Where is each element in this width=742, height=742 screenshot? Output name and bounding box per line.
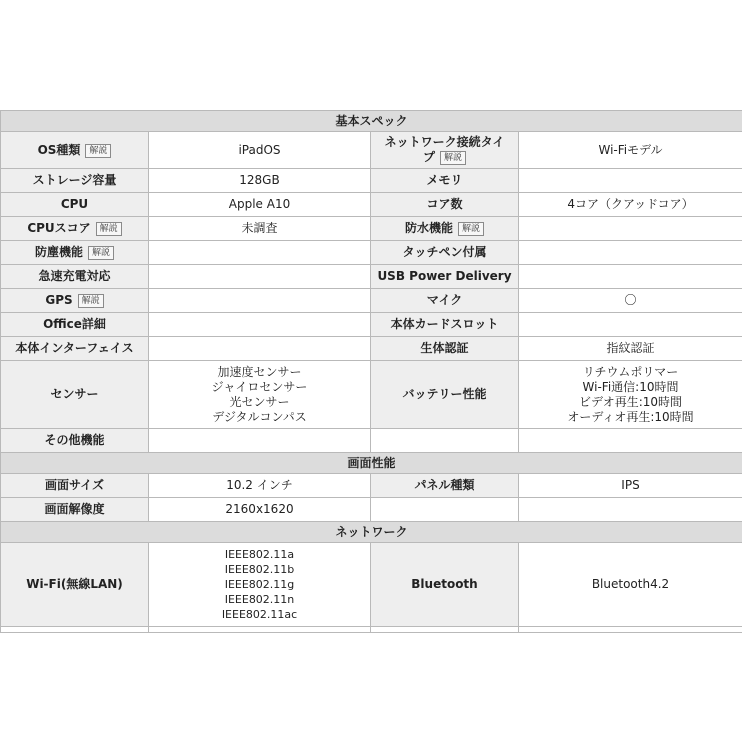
wifi-standard: IEEE802.11g xyxy=(224,578,295,591)
bluetooth-label: Bluetooth xyxy=(371,543,519,627)
resolution-label: 画面解像度 xyxy=(1,498,149,522)
other-empty-1 xyxy=(371,429,519,453)
spec-row xyxy=(1,241,742,265)
section-title-network: ネットワーク xyxy=(1,522,742,543)
office-label: Office詳細 xyxy=(1,313,149,337)
battery-item: リチウムポリマー xyxy=(582,364,679,379)
section-header-row xyxy=(1,522,742,543)
dustproof-label: 防塵機能 解説 xyxy=(1,241,149,265)
fastcharge-value xyxy=(149,265,371,289)
explain-badge-os[interactable]: 解説 xyxy=(85,144,111,158)
explain-badge-net-type[interactable]: 解説 xyxy=(440,151,466,165)
spec-row xyxy=(1,132,742,169)
spec-row xyxy=(1,337,742,361)
other-empty-2 xyxy=(519,429,742,453)
explain-badge-dustproof[interactable]: 解説 xyxy=(88,246,114,260)
other-label: その他機能 xyxy=(1,429,149,453)
interface-value xyxy=(149,337,371,361)
os-value: iPadOS xyxy=(149,132,371,169)
panel-label: パネル種類 xyxy=(371,474,519,498)
biometric-label: 生体認証 xyxy=(371,337,519,361)
resolution-value: 2160x1620 xyxy=(149,498,371,522)
section-header-row xyxy=(1,111,742,132)
usbpd-label: USB Power Delivery xyxy=(371,265,519,289)
spec-row xyxy=(1,498,742,522)
sensor-item: 加速度センサー xyxy=(217,364,302,379)
cpu-score-label: CPUスコア 解説 xyxy=(1,217,149,241)
bluetooth-value: Bluetooth4.2 xyxy=(519,543,742,627)
wifi-standard: IEEE802.11ac xyxy=(221,608,298,621)
spec-row xyxy=(1,217,742,241)
sensor-item: デジタルコンパス xyxy=(212,409,307,424)
cardslot-label: 本体カードスロット xyxy=(371,313,519,337)
gps-value xyxy=(149,289,371,313)
explain-badge-gps[interactable]: 解説 xyxy=(78,294,104,308)
net-type-label: ネットワーク接続タイ プ 解説 xyxy=(371,132,519,169)
memory-value xyxy=(519,169,742,193)
pen-value xyxy=(519,241,742,265)
waterproof-label: 防水機能 解説 xyxy=(371,217,519,241)
battery-label: バッテリー性能 xyxy=(371,361,519,429)
battery-item: Wi-Fi通信:10時間 xyxy=(582,379,679,394)
memory-label: メモリ xyxy=(371,169,519,193)
battery-values xyxy=(519,361,742,429)
resolution-empty-1 xyxy=(371,498,519,522)
cpu-score-value: 未調査 xyxy=(149,217,371,241)
cpu-label: CPU xyxy=(1,193,149,217)
usbpd-value xyxy=(519,265,742,289)
cardslot-value xyxy=(519,313,742,337)
cores-value: 4コア（クアッドコア） xyxy=(519,193,742,217)
sensor-item: ジャイロセンサー xyxy=(211,379,308,394)
spec-row xyxy=(1,289,742,313)
spec-row xyxy=(1,313,742,337)
spec-row xyxy=(1,361,742,429)
cores-label: コア数 xyxy=(371,193,519,217)
explain-badge-waterproof[interactable]: 解説 xyxy=(458,222,484,236)
os-label: OS種類 解説 xyxy=(1,132,149,169)
other-value xyxy=(149,429,371,453)
office-value xyxy=(149,313,371,337)
mic-label: マイク xyxy=(371,289,519,313)
cpu-value: Apple A10 xyxy=(149,193,371,217)
spec-row xyxy=(1,169,742,193)
spec-row xyxy=(1,543,742,627)
section-header-row xyxy=(1,453,742,474)
sensor-item: 光センサー xyxy=(229,394,290,409)
wifi-standard: IEEE802.11n xyxy=(224,593,295,606)
screen-size-value: 10.2 インチ xyxy=(149,474,371,498)
battery-item: オーディオ再生:10時間 xyxy=(567,409,694,424)
sensor-values xyxy=(149,361,371,429)
interface-label: 本体インターフェイス xyxy=(1,337,149,361)
panel-value: IPS xyxy=(519,474,742,498)
section-title-basic: 基本スペック xyxy=(1,111,742,132)
biometric-value: 指紋認証 xyxy=(519,337,742,361)
fastcharge-label: 急速充電対応 xyxy=(1,265,149,289)
mic-value: 〇 xyxy=(519,289,742,313)
spec-row xyxy=(1,265,742,289)
dustproof-value xyxy=(149,241,371,265)
pen-label: タッチペン付属 xyxy=(371,241,519,265)
spec-row xyxy=(1,474,742,498)
net-type-value: Wi-Fiモデル xyxy=(519,132,742,169)
explain-badge-cpu-score[interactable]: 解説 xyxy=(96,222,122,236)
storage-value: 128GB xyxy=(149,169,371,193)
table-bottom-row xyxy=(1,627,742,633)
battery-item: ビデオ再生:10時間 xyxy=(578,394,683,409)
spec-row xyxy=(1,193,742,217)
waterproof-value xyxy=(519,217,742,241)
spec-row xyxy=(1,429,742,453)
storage-label: ストレージ容量 xyxy=(1,169,149,193)
section-title-display: 画面性能 xyxy=(1,453,742,474)
spec-table xyxy=(0,110,742,633)
wifi-standard: IEEE802.11a xyxy=(224,548,295,561)
wifi-values xyxy=(149,543,371,627)
screen-size-label: 画面サイズ xyxy=(1,474,149,498)
wifi-standard: IEEE802.11b xyxy=(224,563,295,576)
wifi-label: Wi-Fi(無線LAN) xyxy=(1,543,149,627)
resolution-empty-2 xyxy=(519,498,742,522)
gps-label: GPS 解説 xyxy=(1,289,149,313)
sensor-label: センサー xyxy=(1,361,149,429)
